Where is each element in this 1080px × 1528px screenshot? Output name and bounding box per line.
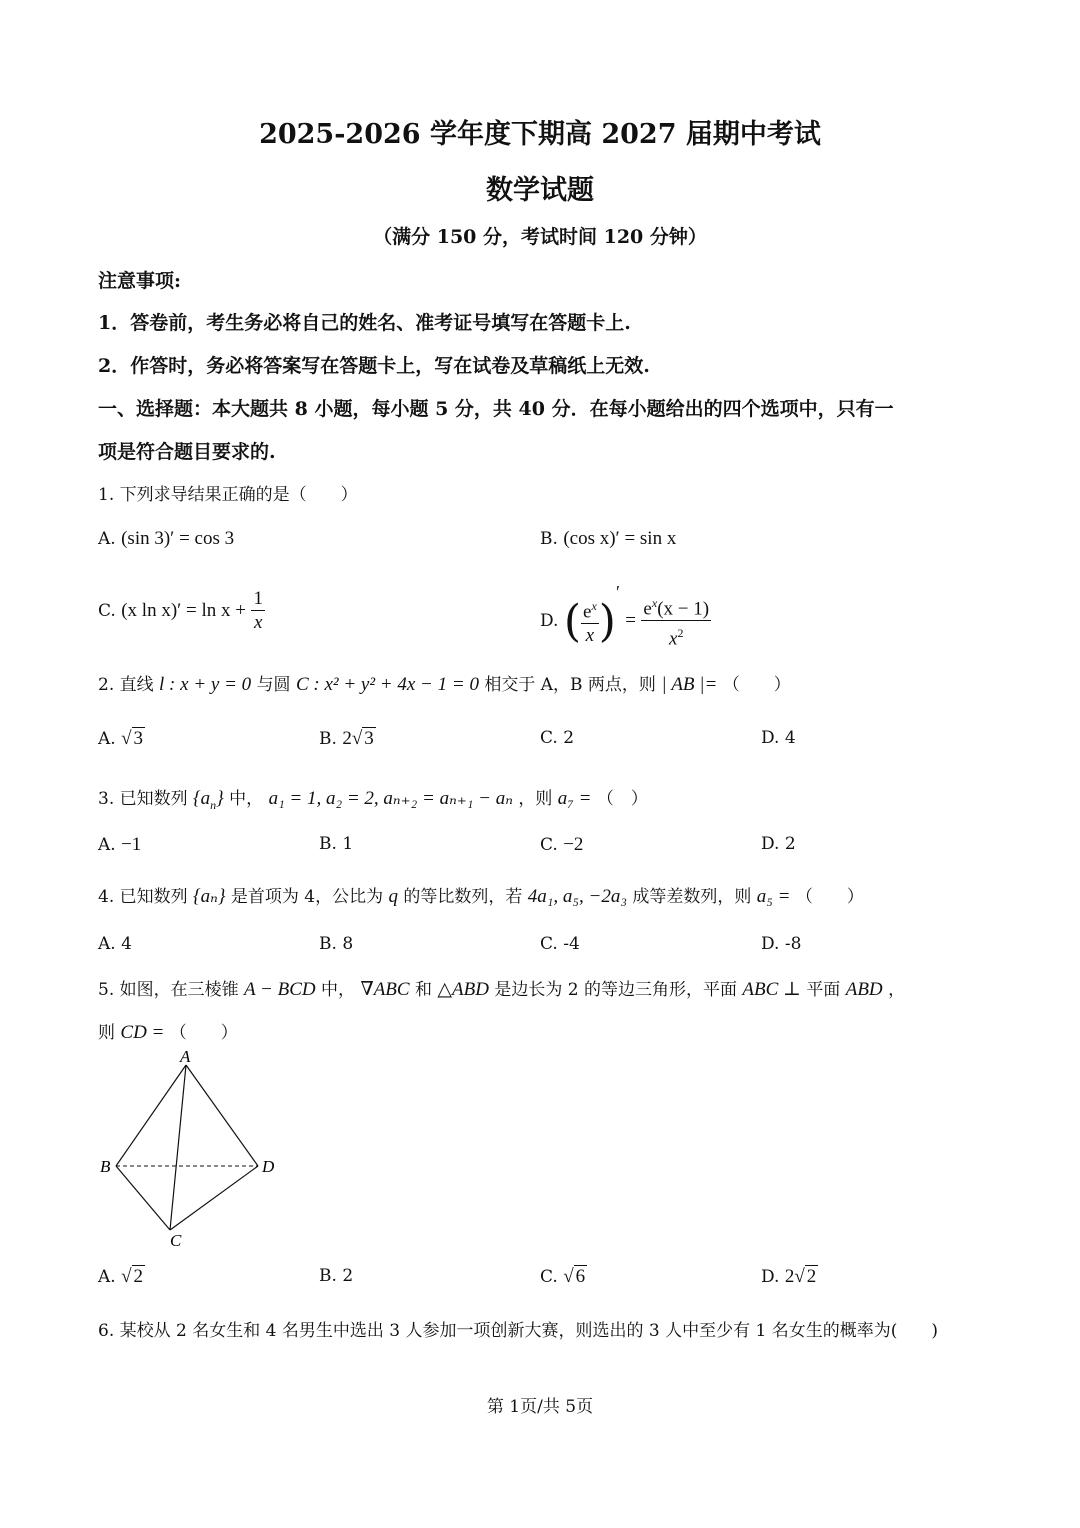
q5-option-b (319, 1266, 353, 1286)
q5-option-c-label: C. (540, 1267, 558, 1287)
q3-option-b-label: B. (319, 834, 337, 854)
q3-option-c-value: −2 (563, 834, 584, 855)
vertex-label-c: C (170, 1231, 182, 1248)
q2-option-b-label: B. (319, 729, 337, 749)
q5-mid3: 是边长为 2 的等边三角形，平面 (494, 980, 737, 1000)
q2-stem-post: 相交于 A，B 两点，则 (484, 675, 656, 695)
q5-a-radicand: 2 (133, 1266, 144, 1287)
q3-option-a (98, 834, 141, 856)
q5-mid4: 平面 (806, 980, 841, 1000)
q4-option-c-value: -4 (563, 934, 580, 954)
q3-option-a-value: −1 (121, 834, 142, 855)
edge-ac (170, 1065, 186, 1230)
q2-option-d (761, 728, 796, 748)
q1-option-d-inner-denominator: x (585, 625, 595, 647)
q4-stem-end: （ ） (795, 887, 864, 907)
q1-d-den-x: x (669, 628, 678, 650)
q4-option-d (761, 934, 801, 954)
q4-stem-post: 成等差数列，则 (632, 887, 752, 907)
q5-mid1: 中， (321, 980, 356, 1000)
q5-stem-line2-pre: 则 (98, 1023, 115, 1043)
q3-option-d-label: D. (761, 834, 780, 854)
q2-b-coef: 2 (342, 728, 352, 749)
q5-stem-line1 (98, 975, 905, 1001)
q1-option-b (540, 528, 676, 550)
edge-ab (116, 1065, 186, 1166)
q5-end1: ， (888, 980, 906, 1000)
q3-seq-sub: n (210, 797, 217, 812)
q1-option-c-denominator: x (253, 612, 263, 633)
q1-option-c-label: C. (98, 601, 116, 621)
note-item-2: 2．作答时，务必将答案写在答题卡上，写在试卷及草稿纸上无效. (98, 355, 650, 377)
q4-option-c (540, 934, 580, 954)
q4-stem-mid: 是首项为 4，公比为 (230, 887, 384, 907)
q5-plane-abc: ABC ⊥ (742, 979, 801, 1000)
q2-option-d-value: 4 (784, 728, 796, 748)
q3-option-b-value: 1 (342, 834, 354, 854)
exam-title: 2025-2026 学年度下期高 2027 届期中考试 (259, 119, 821, 150)
q2-stem-end: （ ） (722, 675, 791, 695)
q2-option-b-math: 2√ 3 (342, 728, 374, 749)
q3-ask: a₇ = (557, 788, 592, 809)
vertex-label-a: A (180, 1048, 191, 1066)
q5-option-c (540, 1266, 587, 1288)
q4-stem-pre: 4. 已知数列 (98, 887, 188, 907)
q5-cd: CD = (120, 1022, 165, 1043)
q6-stem: 6. 某校从 2 名女生和 4 名男生中选出 3 人参加一项创新大赛，则选出的 3 人中至少有 1 名女生的概率为( ) (98, 1321, 939, 1341)
edge-bc (116, 1166, 170, 1230)
q2-option-a (98, 728, 145, 750)
note-item-1: 1．答卷前，考生务必将自己的姓名、准考证号填写在答题卡上. (98, 312, 631, 334)
q3-option-a-label: A. (98, 835, 116, 855)
q2-option-c-label: C. (540, 728, 558, 748)
q1-option-d-open-paren: ( (563, 596, 582, 647)
q5-triangle-abc: ∇ABC (360, 979, 410, 1000)
page-number: 第 1页/共 5页 (486, 1397, 594, 1417)
q5-option-a (98, 1266, 145, 1288)
vertex-label-d: D (262, 1157, 275, 1176)
q1-d-exp: x (651, 595, 658, 610)
q3-stem (98, 784, 648, 813)
section-heading-line2: 项是符合题目要求的. (98, 441, 276, 463)
q3-option-c (540, 834, 583, 856)
q3-stem-pre: 3. 已知数列 (98, 789, 188, 809)
q5-pyramid-figure (90, 1048, 290, 1248)
q5-plane-abd: ABD (845, 979, 883, 1000)
q1-d-inner-exp: x (591, 598, 597, 613)
q3-option-d-value: 2 (784, 834, 796, 854)
q1-option-d-prime: ′ (615, 582, 620, 602)
q2-b-radicand: 3 (364, 728, 374, 749)
q4-option-d-label: D. (761, 934, 780, 954)
q5-stem-end: （ ） (169, 1023, 238, 1043)
q1-option-c (98, 588, 265, 635)
q4-ratio-var: q (388, 886, 398, 907)
q1-d-rest: (x − 1) (657, 598, 710, 619)
q1-d-den-exp: 2 (677, 626, 684, 640)
q5-option-b-label: B. (319, 1266, 337, 1286)
q4-option-d-value: -8 (784, 934, 802, 954)
q3-seq-close: } (216, 788, 224, 809)
section-heading-line1: 一、选择题：本大题共 8 小题，每小题 5 分，共 40 分．在每小题给出的四个选项中，只有一 (98, 398, 894, 420)
q2-option-c-value: 2 (563, 728, 575, 748)
subject-title: 数学试题 (486, 175, 594, 206)
q3-stem-mid: 中， (229, 789, 264, 809)
q3-stem-post: ，则 (518, 789, 553, 809)
q2-line-eq: l : x + y = 0 (159, 674, 252, 695)
q3-option-b (319, 834, 353, 854)
q2-option-a-label: A. (98, 729, 116, 749)
q1-option-b-label: B. (540, 529, 558, 549)
q2-stem-mid: 与圆 (256, 675, 291, 695)
q1-option-d-inner-numerator (581, 595, 599, 624)
q2-ab-length: | AB |= (661, 674, 718, 695)
notes-heading: 注意事项: (98, 270, 182, 292)
q1-option-d-label: D. (540, 611, 559, 631)
q4-stem (98, 882, 864, 908)
q4-option-b-label: B. (319, 934, 337, 954)
q4-option-a-value: 4 (121, 934, 132, 954)
vertex-label-b: B (100, 1157, 111, 1176)
q1-option-d-equals: = (625, 610, 637, 631)
q1-d-e: e (643, 598, 652, 619)
q1-d-inner-e: e (583, 601, 592, 623)
q5-option-a-label: A. (98, 1267, 116, 1287)
q5-pyramid: A − BCD (244, 979, 316, 1000)
q5-triangle-abd: △ABD (437, 979, 489, 1000)
q4-option-a-label: A. (98, 934, 116, 954)
q3-condition: a₁ = 1, a₂ = 2, aₙ₊₂ = aₙ₊₁ − aₙ (268, 788, 513, 809)
q1-option-d-numerator (641, 592, 711, 621)
q1-option-a-math: (sin 3)′ = cos 3 (121, 528, 235, 549)
score-time-note: （满分 150 分，考试时间 120 分钟） (373, 226, 707, 248)
q1-option-d-denominator (641, 621, 711, 651)
q1-option-d (540, 582, 711, 651)
q3-option-d (761, 834, 796, 854)
q4-option-b (319, 934, 353, 954)
q5-d-radicand: 2 (806, 1266, 817, 1287)
q2-option-d-label: D. (761, 728, 780, 748)
q2-circle-eq: C : x² + y² + 4x − 1 = 0 (295, 674, 479, 695)
q5-option-a-math: √ 2 (121, 1266, 144, 1287)
q2-option-b (319, 728, 376, 750)
q5-option-d (761, 1266, 818, 1288)
q4-option-c-label: C. (540, 934, 558, 954)
q5-stem-pre: 5. 如图，在三棱锥 (98, 980, 239, 1000)
q2-a-radicand: 3 (133, 728, 144, 749)
q5-stem-line2 (98, 1018, 238, 1044)
q2-option-c (540, 728, 574, 748)
q1-option-b-math: (cos x)′ = sin x (563, 528, 677, 549)
q1-option-d-fraction (641, 592, 711, 652)
q1-option-c-math: (x ln x)′ = ln x + (121, 600, 247, 621)
q1-option-d-inner-fraction (581, 595, 599, 648)
q5-option-b-value: 2 (342, 1266, 354, 1286)
q3-option-c-label: C. (540, 835, 558, 855)
q4-stem-mid2: 的等比数列，若 (403, 887, 523, 907)
q3-stem-end: （ ） (596, 789, 648, 809)
edge-cd (170, 1166, 258, 1230)
q5-d-coef: 2 (784, 1266, 795, 1287)
q2-stem-pre: 2. 直线 (98, 675, 154, 695)
q4-terms: 4a₁, a₅, −2a₃ (527, 886, 627, 907)
q4-option-a (98, 934, 132, 954)
q2-stem (98, 670, 791, 696)
q5-mid2: 和 (415, 980, 432, 1000)
q4-sequence: {aₙ} (193, 886, 226, 907)
q4-option-b-value: 8 (342, 934, 354, 954)
q5-option-d-label: D. (761, 1267, 780, 1287)
q5-option-c-math: √ 6 (563, 1266, 586, 1287)
q2-option-a-math: √ 3 (121, 728, 144, 749)
q1-option-d-close-paren: ) (598, 596, 616, 647)
q4-ask: a₅ = (756, 886, 791, 907)
q1-option-c-numerator: 1 (253, 588, 263, 609)
q1-option-c-fraction (251, 588, 265, 635)
q1-option-a (98, 528, 234, 550)
q3-seq-open: {a (193, 788, 211, 809)
q5-option-d-math: 2√ 2 (784, 1266, 817, 1287)
q1-option-a-label: A. (98, 529, 116, 549)
edge-ad (186, 1065, 258, 1166)
q5-c-radicand: 6 (575, 1266, 586, 1287)
q1-stem: 1. 下列求导结果正确的是（ ） (98, 485, 358, 505)
q3-sequence (193, 788, 224, 812)
